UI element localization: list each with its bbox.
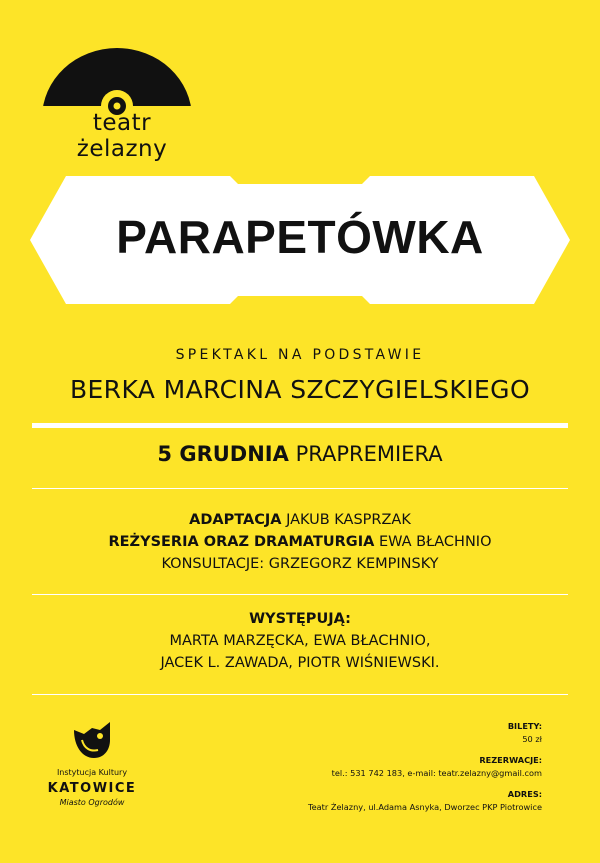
credit-person: JAKUB KASPRZAK bbox=[286, 512, 411, 528]
credit-consultation: KONSULTACJE: GRZEGORZ KEMPINSKY bbox=[161, 556, 439, 572]
credit-direction bbox=[0, 534, 600, 550]
premiere-date: 5 GRUDNIA bbox=[157, 442, 289, 466]
city-name: KATOWICE bbox=[47, 781, 137, 796]
credit-role: REŻYSERIA ORAZ DRAMATURGIA bbox=[108, 534, 375, 550]
address-value: Teatr Żelazny, ul.Adama Asnyka, Dworzec PKP Piotrowice bbox=[308, 802, 542, 812]
divider bbox=[32, 423, 568, 428]
page-title: PARAPETÓWKA bbox=[116, 211, 484, 263]
credit-adaptation bbox=[0, 512, 600, 528]
theatre-logo-text: teatr żelazny bbox=[76, 110, 168, 162]
reservations-label: REZERWACJE: bbox=[479, 755, 542, 765]
cast-line: MARTA MARZĘCKA, EWA BŁACHNIO, bbox=[169, 633, 431, 649]
divider bbox=[32, 594, 568, 595]
institution-label: Instytucja Kultury bbox=[56, 768, 128, 777]
tickets-price: 50 zł bbox=[522, 734, 542, 744]
katowice-bird-logo-icon bbox=[70, 718, 114, 762]
cast-heading: WYSTĘPUJĄ: bbox=[249, 611, 351, 627]
divider bbox=[32, 694, 568, 695]
theatre-logo-record-icon bbox=[42, 48, 192, 118]
credit-role: ADAPTACJA bbox=[189, 512, 282, 528]
city-tagline: Miasto Ogrodów bbox=[59, 798, 125, 807]
subtitle: SPEKTAKL NA PODSTAWIE bbox=[175, 347, 425, 363]
premiere-line bbox=[0, 442, 600, 466]
address-label: ADRES: bbox=[507, 789, 542, 799]
tickets-label: BILETY: bbox=[507, 721, 542, 731]
reservations-contact: tel.: 531 742 183, e-mail: teatr.zelazny@gmail.com bbox=[331, 768, 542, 778]
divider bbox=[32, 488, 568, 489]
author-name: BERKA MARCINA SZCZYGIELSKIEGO bbox=[69, 375, 531, 404]
credit-person: EWA BŁACHNIO bbox=[378, 534, 492, 550]
premiere-label: PRAPREMIERA bbox=[295, 442, 443, 466]
cast-line: JACEK L. ZAWADA, PIOTR WIŚNIEWSKI. bbox=[160, 655, 440, 671]
